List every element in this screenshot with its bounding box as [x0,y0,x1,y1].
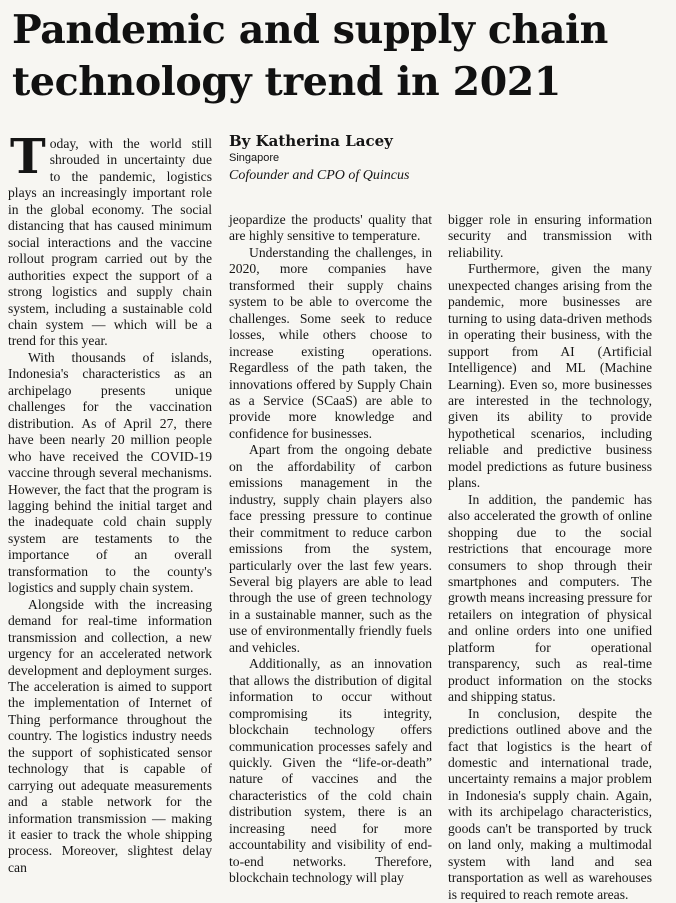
drop-cap: T [10,129,46,185]
paragraph-continued: bigger role in ensuring information security and transmission with reliability. [448,212,652,260]
paragraph: Apart from the ongoing debate on the affordability of carbon emissions management in the industry, supply chain players also face pressing pressure to continue their commitment to reduce carbon emissions from the system, particularly over the last few years. Several big players are able to lead through the use of green technology in a sustainable manner, such as the use of environmentally friendly fuels and vehicles. [229,442,432,655]
headline: Pandemic and supply chain technology trend in 2021 [12,7,608,105]
paragraph: Additionally, as an innovation that allows the distribution of digital information to occur without compromising its integrity, blockchain technology offers communication processes safely and quickly. Given the “life-or-death” nature of vaccines and the characteristics of the cold chain distribution system, there is an increasing need for more accountability and visibility of end-to-end networks. Therefore, blockchain technology will play [229,656,432,886]
paragraph-continued: jeopardize the products' quality that are highly sensitive to temperature. [229,212,432,244]
author-position: Cofounder and CPO of Quincus [229,168,410,183]
paragraph: With thousands of islands, Indonesia's characteristics as an archipelago presents unique challenges for the vaccination distribution. As of April 27, there have been nearly 20 million people who have received the COVID-19 vaccine through several mechanisms. However, the fact that the program is lagging behind the initial target and the inadequate cold chain supply system are testaments to the importance of an overall transformation to the county's logistics and supply chain system. [8,349,212,596]
byline [229,132,459,186]
paragraph: Furthermore, given the many unexpected changes arising from the pandemic, more businesses are turning to using data-driven methods in operating their business, with the support from AI (Artificial Intelligence) and ML (Machine Learning). Even so, more businesses are interested in the technology, given its ability to provide hypothetical scenarios, including reliable and predictive business model predictions as future business plans. [448,261,652,491]
column-1 [8,129,212,876]
paragraph: Understanding the challenges, in 2020, more companies have transformed their supply chains system to be able to overcome the challenges. Some seek to reduce losses, while others choose to increase existing operations. Regardless of the path taken, the innovations offered by Supply Chain as a Service (SCaaS) are able to provide more knowledge and confidence for businesses. [229,244,432,441]
column-3 [448,212,652,903]
author-location: Singapore [229,152,280,164]
paragraph-intro [8,129,212,350]
paragraph: In addition, the pandemic has also accelerated the growth of online shopping due to the social restrictions that encourage more consumers to shop through their smartphones and computers. The growth means increasing pressure for retailers on integration of physical and online orders into one unified platform for operational transparency, such as real-time product information on the stocks and shipping status. [448,491,652,705]
paragraph: Alongside with the increasing demand for real-time information transmission and collection, a new urgency for an accelerated network development and deployment surges. The acceleration is aimed to support the implementation of Internet of Thing performance throughout the country. The logistics industry needs the support of sophisticated sensor technology that is capable of carrying out adequate measurements and a stable network for the information transmission — making it easier to track the whole shipping process. Moreover, slightest delay can [8,596,212,875]
author-name: By Katherina Lacey [229,132,393,150]
paragraph: In conclusion, despite the predictions outlined above and the fact that logistics is the heart of domestic and international trade, uncertainty remains a major problem in Indonesia's supply chain. Again, with its archipelago characteristics, goods can't be transported by truck on land only, making a multimodal system with land and sea transportation as well as warehouses is required to reach remote areas. [448,705,652,902]
column-2 [229,212,432,887]
intro-text: oday, with the world still shrouded in uncertainty due to the pandemic, logistics plays an increasingly important role in the global economy. The social distancing that has caused minimum social interactions and the vaccine rollout program carried out by the authorities expect the support of a strong logistics and supply chain system, including a sustainable cold chain system — which will be a trend for this year. [8,136,212,349]
